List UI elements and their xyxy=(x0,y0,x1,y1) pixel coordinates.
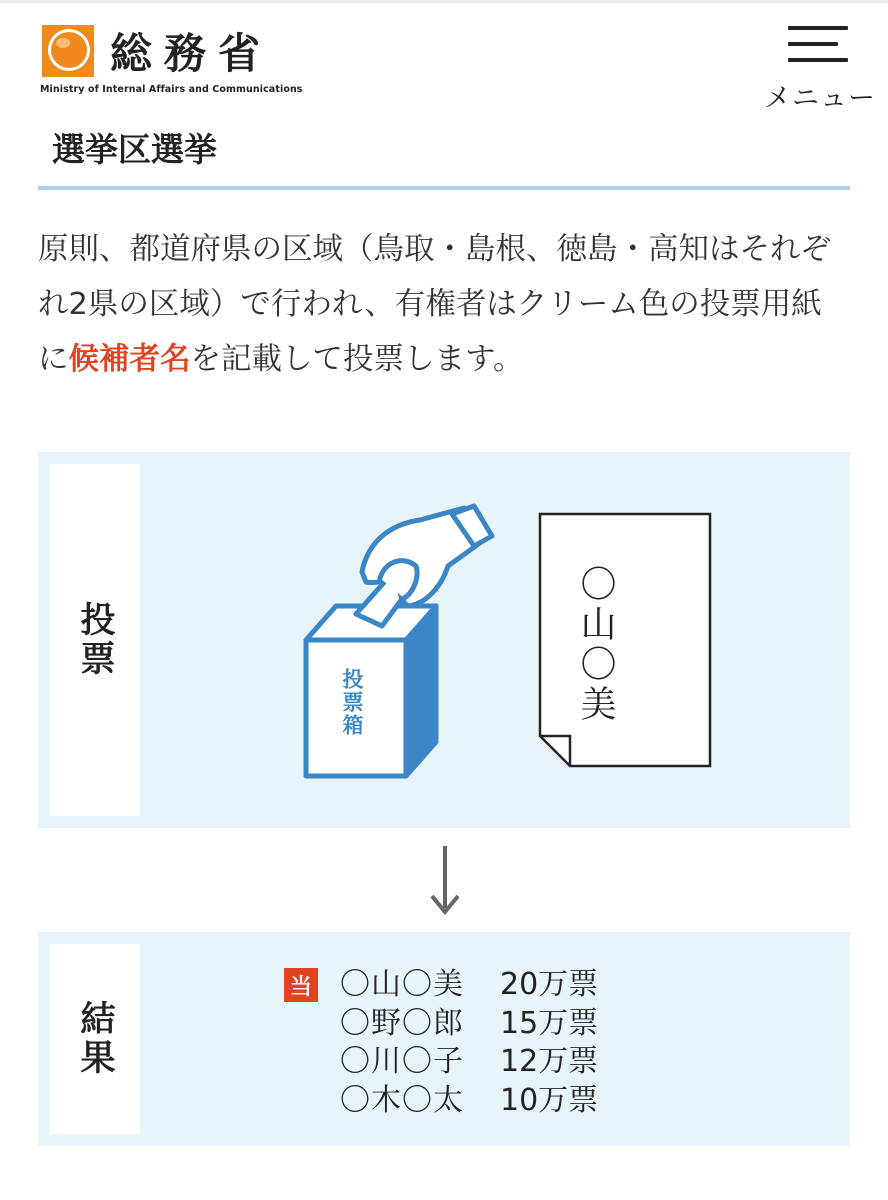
ballot-box-icon xyxy=(306,606,436,776)
description-highlight: 候補者名 xyxy=(68,342,191,377)
ballot-box-label: 投票箱 xyxy=(340,668,364,737)
result-label-text: 結果 xyxy=(75,1000,115,1078)
candidate-name: 〇山〇美 xyxy=(340,967,464,1003)
section-title: 選挙区選挙 xyxy=(52,130,217,169)
menu-label: メニュー xyxy=(764,83,876,114)
vote-count: 12万票 xyxy=(500,1044,599,1080)
results-list xyxy=(340,962,598,1116)
description-text-end: を記載して投票します。 xyxy=(190,342,524,377)
result-row xyxy=(340,1039,598,1078)
result-row xyxy=(340,1001,598,1040)
candidate-name: 〇川〇子 xyxy=(340,1044,464,1080)
vote-count: 15万票 xyxy=(500,1005,599,1041)
candidate-name: 〇木〇太 xyxy=(340,1082,464,1118)
ballot-candidate-name: 〇山〇美 xyxy=(575,565,616,725)
ballot-paper-icon xyxy=(540,514,710,766)
vote-count: 20万票 xyxy=(500,967,599,1003)
result-row xyxy=(340,962,598,1001)
vote-count: 10万票 xyxy=(500,1082,599,1118)
logo-english-name: Ministry of Internal Affairs and Communications xyxy=(40,84,303,95)
result-panel-label xyxy=(50,944,140,1134)
vote-label-text: 投票 xyxy=(75,601,115,679)
candidate-name: 〇野〇郎 xyxy=(340,1005,464,1041)
winner-badge: 当 xyxy=(284,968,318,1002)
logo-kanji: 総務省 xyxy=(110,29,273,78)
description-text: 原則、都道府県の区域（鳥取・島根、徳島・高知はそれぞれ2県の区域）で行われ、有権者はクリーム色の投票用紙に xyxy=(38,232,831,377)
arrow-down-icon xyxy=(420,840,470,920)
result-row xyxy=(340,1078,598,1117)
